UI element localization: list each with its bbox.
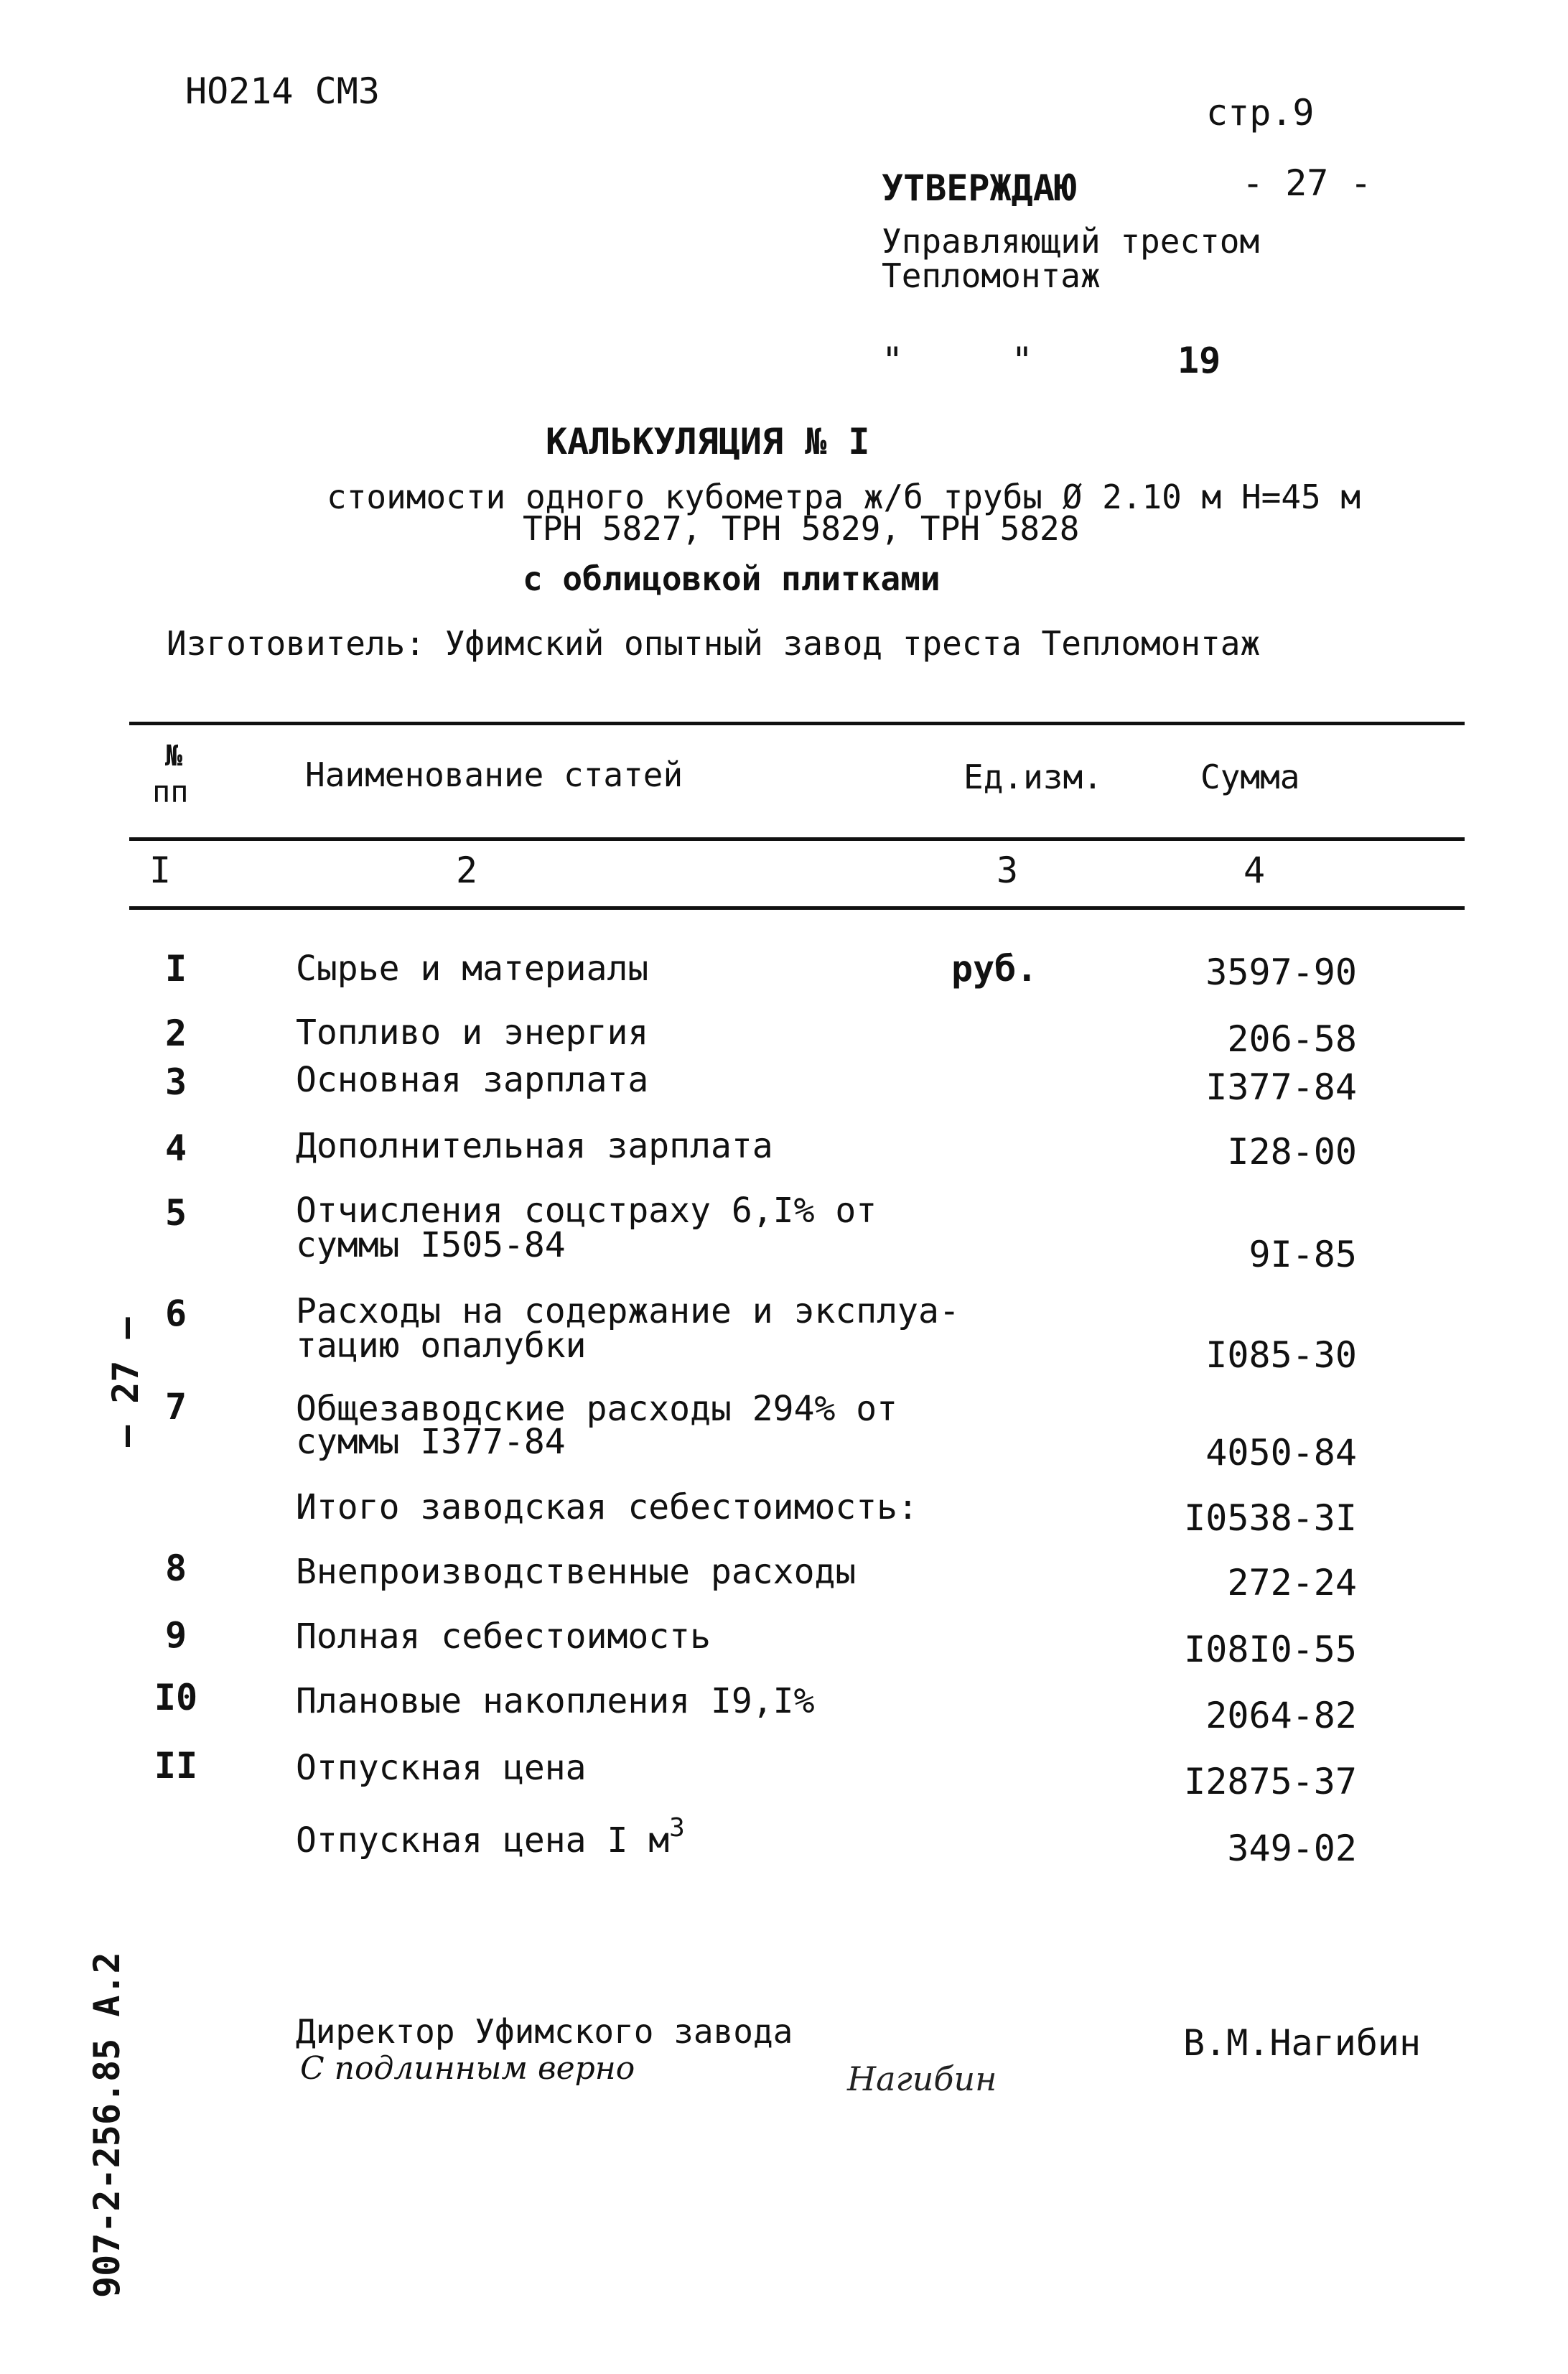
row-name: Полная себестоимость bbox=[296, 1616, 711, 1657]
row-sum: 349-02 bbox=[1227, 1828, 1357, 1869]
superscript-cubed: 3 bbox=[669, 1813, 685, 1843]
row-name-cont: суммы I377-84 bbox=[296, 1422, 566, 1462]
row-sum: 9I-85 bbox=[1249, 1234, 1357, 1275]
row-number: I0 bbox=[154, 1677, 198, 1718]
row-sum: I28-00 bbox=[1227, 1131, 1357, 1173]
row-name: Основная зарплата bbox=[296, 1060, 649, 1100]
row-name: Дополнительная зарплата bbox=[296, 1126, 773, 1166]
row-name: Отпускная цена bbox=[296, 1748, 587, 1788]
approve-stamp: УТВЕРЖДАЮ bbox=[882, 167, 1076, 209]
row-sum: I085-30 bbox=[1205, 1334, 1357, 1376]
header-unit: Ед.изм. bbox=[963, 758, 1103, 796]
calculation-heading: КАЛЬКУЛЯЦИЯ № I bbox=[546, 421, 870, 462]
table-colnum-rule bbox=[129, 906, 1465, 910]
date-quotes: " " bbox=[882, 340, 1033, 381]
colnum-3: 3 bbox=[997, 849, 1019, 891]
title-line-1: стоимости одного кубометра ж/б трубы Ø 2.10 м Н=45 м bbox=[327, 478, 1361, 516]
header-name: Наименование статей bbox=[305, 755, 683, 794]
row-sum: I08I0-55 bbox=[1184, 1629, 1357, 1670]
colnum-4: 4 bbox=[1243, 849, 1266, 891]
row-number: II bbox=[154, 1745, 198, 1787]
table-header-rule bbox=[129, 837, 1465, 841]
title-line-3: с облицовкой плитками bbox=[523, 559, 941, 598]
row-sum: 2064-82 bbox=[1205, 1695, 1357, 1736]
page-number: - 27 - bbox=[1242, 162, 1372, 204]
row-sum: 3597-90 bbox=[1205, 951, 1357, 993]
manager-trust: Тепломонтаж bbox=[882, 256, 1101, 295]
signature: Нагибин bbox=[847, 2059, 997, 2098]
header-sum: Сумма bbox=[1200, 758, 1300, 796]
table-top-rule bbox=[129, 722, 1465, 725]
row-name: Отпускная цена I $м^3$ bbox=[296, 1813, 685, 1861]
row-sum: I0538-3I bbox=[1184, 1497, 1357, 1539]
approval-year: 19 bbox=[1177, 340, 1221, 381]
row-sum: 206-58 bbox=[1227, 1018, 1357, 1060]
director-name: В.М.Нагибин bbox=[1183, 2022, 1422, 2064]
row-name: Общезаводские расходы 294% от bbox=[296, 1389, 898, 1429]
manager-title: Управляющий трестом bbox=[882, 222, 1260, 261]
row-number: 6 bbox=[164, 1293, 187, 1334]
row-sum: I2875-37 bbox=[1184, 1761, 1357, 1802]
row-sum: 272-24 bbox=[1227, 1562, 1357, 1603]
document-code: НО214 СМЗ bbox=[185, 70, 380, 112]
row-number: 5 bbox=[164, 1192, 187, 1234]
row-number: I bbox=[164, 948, 187, 990]
row-number: 9 bbox=[164, 1614, 187, 1656]
director-title: Директор Уфимского завода bbox=[296, 2012, 793, 2051]
side-page-number: — 27 — bbox=[105, 1317, 146, 1447]
row-name: Отчисления соцстраху 6,I% от bbox=[296, 1191, 877, 1231]
row-number: 2 bbox=[164, 1013, 187, 1054]
row-number: 8 bbox=[164, 1547, 187, 1589]
row-sum: I377-84 bbox=[1205, 1066, 1357, 1108]
row-number: 7 bbox=[164, 1386, 187, 1428]
unit-value: руб. bbox=[951, 948, 1038, 990]
row-name-cont: суммы I505-84 bbox=[296, 1225, 566, 1265]
row-number: 4 bbox=[164, 1127, 187, 1169]
row-name: Сырье и материалы bbox=[296, 949, 649, 989]
row-number: 3 bbox=[164, 1061, 187, 1103]
colnum-1: I bbox=[149, 849, 172, 891]
row-name: Топливо и энергия bbox=[296, 1013, 649, 1053]
header-num-symbol: № bbox=[165, 740, 183, 773]
row-name: Итого заводская себестоимость: bbox=[296, 1487, 918, 1527]
title-line-2: ТРН 5827, ТРН 5829, ТРН 5828 bbox=[523, 509, 1080, 548]
certified-copy-note: С подлинным верно bbox=[300, 2050, 635, 2087]
header-num-pp: пп bbox=[152, 774, 189, 809]
colnum-2: 2 bbox=[456, 849, 478, 891]
page-label: стр.9 bbox=[1206, 92, 1315, 134]
row-name: Расходы на содержание и эксплуа- bbox=[296, 1291, 960, 1331]
side-document-code: 907-2-256.85 А.2 bbox=[86, 1952, 128, 2298]
row-sum: 4050-84 bbox=[1205, 1432, 1357, 1474]
row-name: Внепроизводственные расходы bbox=[296, 1552, 857, 1592]
row-name-cont: тацию опалубки bbox=[296, 1326, 587, 1366]
manufacturer: Изготовитель: Уфимский опытный завод треста Тепломонтаж bbox=[167, 624, 1261, 663]
row-name: Плановые накопления I9,I% bbox=[296, 1681, 815, 1721]
